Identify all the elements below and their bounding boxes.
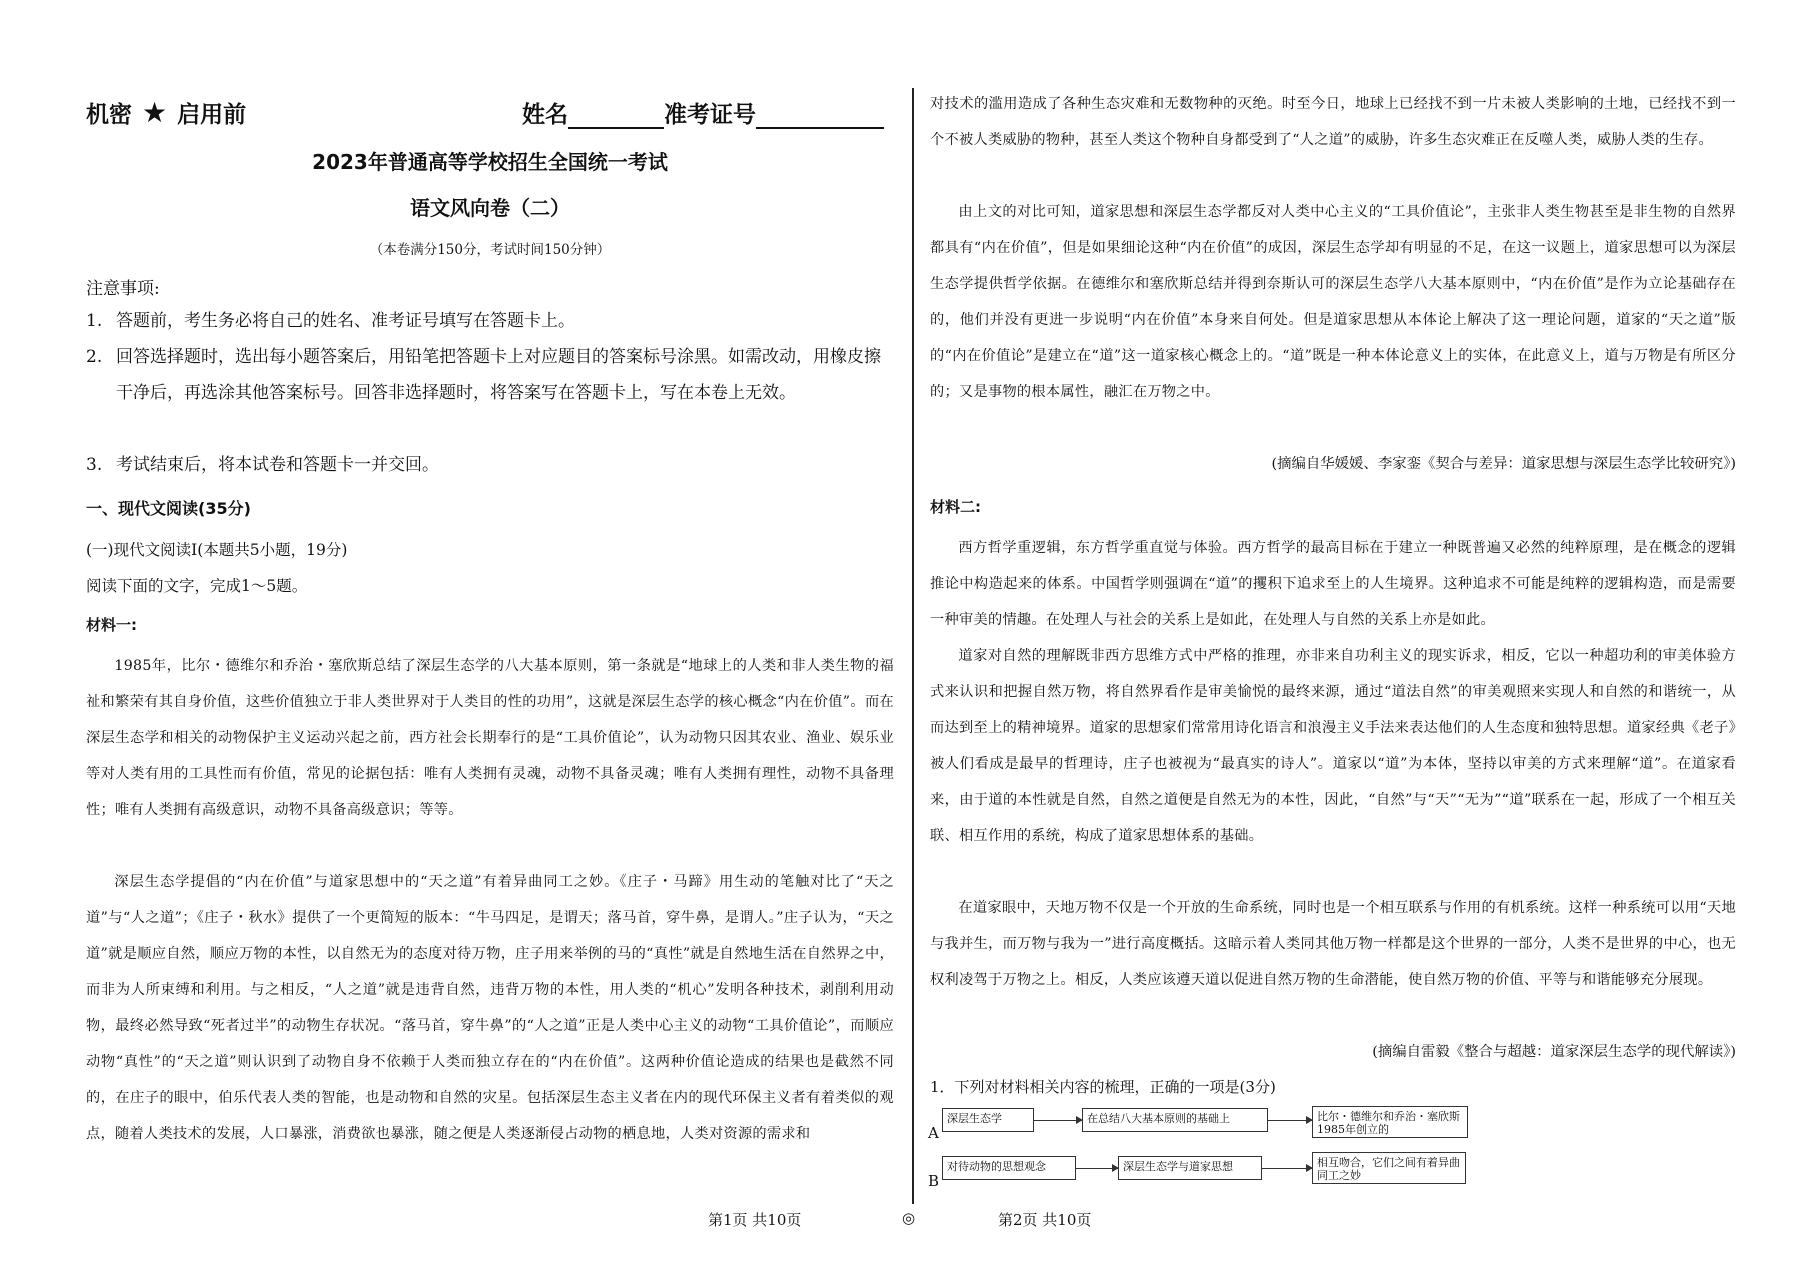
paragraph: 道家对自然的理解既非西方思维方式中严格的推理，亦非来自功利主义的现实诉求，相反，它以一种超功利的审美体验方式来认识和把握自然万物，将自然界看作是审美愉悦的最终来源，通过“道法自然”的审美观照来实现人和自然的和谐统一，从而达到至上的精神境界。道家的思想家们常常用诗化语言和浪漫主义手法来表达他们的人生态度和独特思想。道家经典《老子》被人们看成是最早的哲理诗，庄子也被视为“最真实的诗人”。道家以“道”为本体，坚持以审美的方式来理解“道”。在道家看来，由于道的本性就是自然，自然之道便是自然无为的本性，因此，“自然”与“天”“无为”“道”联系在一起，形成了一个相互关联、相互作用的系统，构成了道家思想体系的基础。 (930, 648, 1736, 844)
instruction: 阅读下面的文字，完成1～5题。 (86, 577, 308, 595)
paragraph: 对技术的滥用造成了各种生态灾难和无数物种的灭绝。时至今日，地球上已经找不到一片未被人类影响的土地，已经找不到一个不被人类威胁的物种，甚至人类这个物种自身都受到了“人之道”的威胁，许多生态灾难正在反噬人类，威胁人类的生存。 (930, 96, 1736, 148)
arrow-icon (1034, 1120, 1082, 1121)
paragraph: 西方哲学重逻辑，东方哲学重直觉与体验。西方哲学的最高目标在于建立一种既普遍又必然的纯粹原理，是在概念的逻辑推论中构造起来的体系。中国哲学则强调在“道”的攫积下追求至上的人生境界。这种追求不可能是纯粹的逻辑构造，而是需要一种审美的情趣。在处理人与社会的关系上是如此，在处理人与自然的关系上亦是如此。 (930, 540, 1736, 628)
option-b-letter[interactable]: B (928, 1172, 940, 1190)
page-number-left: 第1页 共10页 (708, 1211, 802, 1229)
paper-title: 语文风向卷（二） (410, 196, 570, 220)
confidential-label (86, 96, 246, 130)
paragraph: 1985年，比尔・德维尔和乔治・塞欣斯总结了深层生态学的八大基本原则，第一条就是“地球上的人类和非人类生物的福祉和繁荣有其自身价值，这些价值独立于非人类世界对于人类目的性的功用”，这就是深层生态学的核心概念“内在价值”。而在深层生态学和相关的动物保护主义运动兴起之前，西方社会长期奉行的是“工具价值论”，认为动物只因其农业、渔业、娱乐业等对人类有用的工具性而有价值，常见的论据包括：唯有人类拥有灵魂，动物不具备灵魂；唯有人类拥有理性，动物不具备理性；唯有人类拥有高级意识，动物不具备高级意识；等等。 (86, 658, 894, 818)
arrow-icon (1268, 1120, 1312, 1121)
paragraph: 深层生态学提倡的“内在价值”与道家思想中的“天之道”有着异曲同工之妙。《庄子・马蹄》用生动的笔触对比了“天之道”与“人之道”；《庄子・秋水》提供了一个更简短的版本：“牛马四足，是谓天；落马首，穿牛鼻，是谓人。”庄子认为，“天之道”就是顺应自然，顺应万物的本性，以自然无为的态度对待万物，庄子用来举例的马的“真性”就是自然地生活在自然界之中，而非为人所束缚和利用。与之相反，“人之道”就是违背自然，违背万物的本性，用人类的“机心”发明各种技术，剥削利用动物，最终必然导致“死者过半”的动物生存状况。“落马首，穿牛鼻”的“人之道”正是人类中心主义的动物“工具价值论”，而顺应动物“真性”的“天之道”则认识到了动物自身不依赖于人类而独立存在的“内在价值”。这两种价值论造成的结果也是截然不同的，在庄子的眼中，伯乐代表人类的智能，也是动物和自然的灾星。包括深层生态主义者在内的现代环保主义者有着类似的观点，随着人类技术的发展，人口暴涨，消费欲也暴涨，随之便是人类逐渐侵占动物的栖息地，人类对资源的需求和 (86, 874, 894, 1142)
name-ticket-fields (522, 96, 884, 130)
option-a-letter[interactable]: A (928, 1124, 939, 1142)
option-a-box-2: 在总结八大基本原则的基础上 (1082, 1108, 1268, 1132)
material-one-label: 材料一: (86, 616, 137, 634)
notice-item (86, 447, 886, 483)
question-1: 1．下列对材料相关内容的梳理，正确的一项是(3分) (930, 1078, 1276, 1096)
option-b-box-3: 相互吻合，它们之间有着异曲同工之妙 (1312, 1152, 1466, 1184)
citation: (摘编自雷毅《整合与超越：道家深层生态学的现代解读》) (1372, 1044, 1736, 1060)
column-divider (912, 88, 914, 1204)
notice-item (86, 339, 886, 411)
citation: (摘编自华媛媛、李家銮《契合与差异：道家思想与深层生态学比较研究》) (1271, 456, 1736, 472)
section-title: 一、现代文阅读(35分) (86, 499, 251, 518)
notice-item (86, 303, 886, 339)
paragraph: 由上文的对比可知，道家思想和深层生态学都反对人类中心主义的“工具价值论”，主张非人类生物甚至是非生物的自然界都具有“内在价值”，但是如果细论这种“内在价值”的成因，深层生态学却有明显的不足，在这一议题上，道家思想可以为深层生态学提供哲学依据。在德维尔和塞欣斯总结并得到奈斯认可的深层生态学八大基本原则中，“内在价值”是作为立论基础存在的，他们并没有更进一步说明“内在价值”本身来自何处。但是道家思想从本体论上解决了这一理论问题，道家的“天之道”版的“内在价值论”是建立在“道”这一道家核心概念上的。“道”既是一种本体论意义上的实体，在此意义上，道与万物是有所区分的；又是事物的根本属性，融汇在万物之中。 (930, 204, 1736, 400)
option-b-box-2: 深层生态学与道家思想 (1118, 1156, 1262, 1180)
name-label: 姓名 (522, 102, 568, 128)
notice-num: 1. (86, 311, 103, 331)
option-a-box-3: 比尔・德维尔和乔治・塞欣斯1985年创立的 (1312, 1106, 1468, 1138)
option-b-box-1: 对待动物的思想观念 (942, 1156, 1076, 1180)
notice-num: 3. (86, 455, 103, 475)
footer-mark: ◎ (902, 1209, 916, 1227)
material-two-label: 材料二: (930, 498, 981, 516)
subsection-title: (一)现代文阅读Ⅰ(本题共5小题，19分) (86, 541, 348, 559)
option-a-box-1: 深层生态学 (942, 1108, 1034, 1132)
arrow-icon (1262, 1168, 1312, 1169)
notice-title: 注意事项: (86, 279, 160, 299)
secret-after-text: 启用前 (177, 102, 247, 128)
arrow-icon (1076, 1168, 1118, 1169)
ticket-blank[interactable] (756, 103, 884, 129)
name-blank[interactable] (568, 103, 664, 129)
ticket-label: 准考证号 (664, 102, 756, 128)
notice-text: 答题前，考生务必将自己的姓名、准考证号填写在答题卡上。 (116, 311, 575, 331)
notice-text: 考试结束后，将本试卷和答题卡一并交回。 (116, 455, 439, 475)
notice-text: 回答选择题时，选出每小题答案后，用铅笔把答题卡上对应题目的答案标号涂黑。如需改动，用橡皮擦干净后，再选涂其他答案标号。回答非选择题时，将答案写在答题卡上，写在本卷上无效。 (116, 347, 881, 403)
page-number-right: 第2页 共10页 (998, 1211, 1092, 1229)
exam-note: （本卷满分150分，考试时间150分钟） (369, 242, 611, 258)
exam-title: 2023年普通高等学校招生全国统一考试 (312, 150, 668, 174)
star-icon: ★ (142, 96, 168, 129)
secret-text: 机密 (86, 102, 132, 128)
paragraph: 在道家眼中，天地万物不仅是一个开放的生命系统，同时也是一个相互联系与作用的有机系统。这样一种系统可以用“天地与我并生，而万物与我为一”进行高度概括。这暗示着人类同其他万物一样都是这个世界的一部分，人类不是世界的中心，也无权利凌驾于万物之上。相反，人类应该遵天道以促进自然万物的生命潜能，使自然万物的价值、平等与和谐能够充分展现。 (930, 900, 1736, 988)
notice-num: 2. (86, 347, 103, 367)
